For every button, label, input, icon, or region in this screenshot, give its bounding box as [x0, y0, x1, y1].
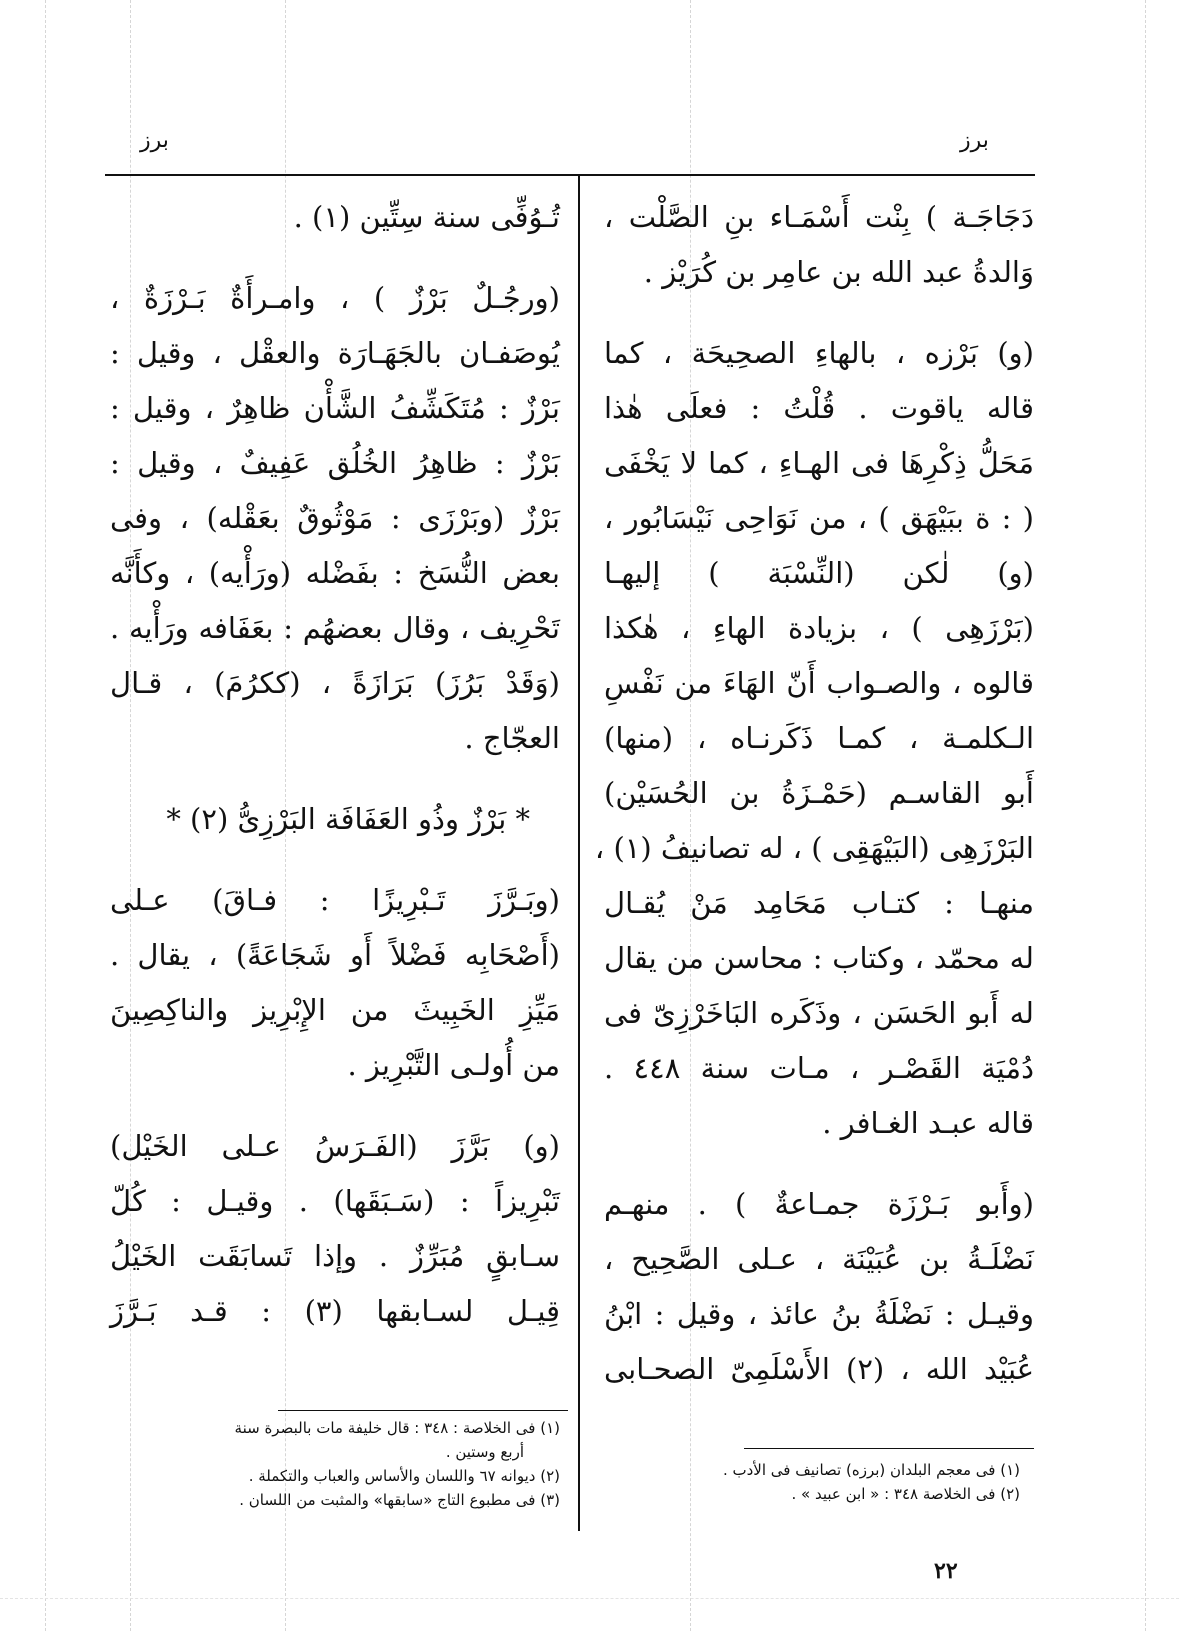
text-line: قاله عبـد الغـافر .	[822, 1106, 1034, 1140]
footnote: (١) فى الخلاصة : ٣٤٨ : قال خليفة مات بالبصرة سنة	[234, 1419, 560, 1437]
text-line: تُـوُفِّى سنة سِتِّين (١) .	[293, 200, 560, 234]
right-column	[594, 190, 1034, 1397]
text-line: بَرْزٌ : ظاهِرُ الخُلُق عَفِيفٌ ، وقيل :	[110, 446, 560, 480]
text-line: بعض النُّسَخ : بفَضْله (ورَأْيه) ، وكأَنَّه	[110, 556, 560, 590]
text-line: (و) بَرَّزَ (الفَـرَسُ عـلى الخَيْل)	[110, 1129, 560, 1163]
text-line: (بَرْزَهِى ) ، بزيادة الهاءِ ، هٰكذا	[604, 611, 1034, 645]
text-line: العجّاج .	[464, 721, 560, 755]
text-line: دَجَاجَـة ) بِنْت أَسْمَـاء بنِ الصَّلْت ،	[604, 200, 1034, 234]
text-line: له أَبو الحَسَن ، وذَكَره البَاخَرْزِىّ فى	[604, 996, 1034, 1030]
running-head-right: برز	[960, 128, 989, 153]
footnote-rule	[744, 1448, 1034, 1449]
text-line: قالوه ، والصـواب أَنّ الهَاءَ من نَفْسِ	[604, 666, 1034, 700]
text-line: (ورجُـلٌ بَرْزٌ ) ، وامـرأَةٌ بَـرْزَةٌ ،	[110, 281, 560, 315]
text-line: (أَصْحَابِه فَضْلاً أَو شَجَاعَةً) ، يقال .	[110, 938, 560, 972]
footnote: (٢) فى الخلاصة ٣٤٨ : « ابن عبيد » .	[791, 1485, 1020, 1503]
text-line: نَضْلَـةُ بن عُبَيْنَة ، عـلى الصَّحِيح ،	[604, 1242, 1034, 1276]
verse-line: * بَرْزٌ وذُو العَفَافَة البَرْزِىُّ (٢) *	[166, 802, 530, 836]
text-line: منهـا : كتـاب مَحَامِد مَنْ يُقـال	[604, 886, 1034, 920]
text-line: (وبَـرَّزَ تَـبْرِيزًا : فـاقَ) عـلى	[110, 883, 560, 917]
text-line: البَرْزَهِى (البَيْهَقِى ) ، له تصانيفُ (١) ،	[594, 831, 1034, 865]
left-footnotes	[110, 1416, 560, 1512]
text-line: عُبَيْد الله ، (٢) الأَسْلَمِىّ الصحـابى	[604, 1352, 1034, 1386]
text-line: له محمّد ، وكتاب : محاسن من يقال	[604, 941, 1034, 975]
text-line: (و) لٰكن (النِّسْبَة ) إليهـا	[604, 556, 1034, 590]
scan-guide-line	[1145, 0, 1146, 1631]
footnote: (٣) فى مطبوع التاج «سابقها» والمثبت من اللسان .	[239, 1491, 560, 1509]
text-line: مَحَلُّ ذِكْرِهَا فى الهـاءِ ، كما لا يَخْفَى	[604, 446, 1034, 480]
running-head-left: برز	[140, 128, 169, 153]
text-line: تَحْرِيف ، وقال بعضهُم : بعَفَافه ورَأْيه .	[110, 611, 560, 645]
right-footnotes	[660, 1458, 1020, 1506]
text-line: من أُولـى التَّبْرِيز .	[347, 1048, 560, 1082]
text-line: (وَقَدْ بَرُزَ) بَرَازَةً ، (ككرُمَ) ، قـال	[110, 666, 560, 700]
page-number: ٢٢	[934, 1558, 958, 1584]
text-line: سـابقٍ مُبَرِّزٌ . وإذا تَسابَقَت الخَيْلُ	[110, 1239, 560, 1273]
text-line: الـكلمـة ، كمـا ذَكَرنـاه ، (منها)	[604, 721, 1034, 755]
scan-guide-line	[0, 1598, 1179, 1599]
text-line: وَالدةُ عبد الله بن عامِر بن كُرَيْز .	[643, 255, 1034, 289]
footnote: (١) فى معجم البلدان (برزه) تصانيف فى الأدب .	[722, 1461, 1020, 1479]
text-line: (وأَبو بَـرْزَة جمـاعةٌ ) . منهـم	[604, 1187, 1034, 1221]
scan-guide-line	[45, 0, 46, 1631]
text-line: وقيـل : نَضْلَةُ بنُ عائذ ، وقيل : ابْنُ	[604, 1297, 1034, 1331]
text-line: بَرْزٌ : مُتَكَشِّفُ الشَّأْن ظاهِرٌ ، وقيل :	[110, 391, 560, 425]
footnote-continuation: أربع وستين .	[445, 1443, 524, 1461]
text-line: قِيـل لسـابقها (٣) : قـد بَـرَّزَ	[110, 1294, 560, 1328]
text-line: دُمْيَة القَصْـر ، مـات سنة ٤٤٨ .	[604, 1051, 1034, 1085]
left-column	[110, 190, 560, 1339]
text-line: بَرْزٌ (وبَرْزَى : مَوْثُوقٌ بعَقْله) ، وفى	[110, 501, 560, 535]
text-line: أَبو القاسـم (حَمْـزَةُ بن الحُسَيْن)	[604, 776, 1034, 810]
text-line: ( : ة ببَيْهَق ) ، من نَوَاحِى نَيْسَابُور ،	[604, 501, 1034, 535]
column-separator	[578, 176, 580, 1531]
footnote: (٢) ديوانه ٦٧ واللسان والأساس والعباب والتكملة .	[248, 1467, 560, 1485]
footnote-rule	[278, 1410, 568, 1411]
header-rule	[105, 174, 1035, 176]
text-line: قاله ياقوت . قُلْتُ : فعلَى هٰذا	[604, 391, 1034, 425]
text-line: مَيِّزِ الخَبِيثَ من الإِبْرِيز والناكِصِينَ	[110, 993, 560, 1027]
text-line: يُوصَفـان بالجَهَـارَة والعقْل ، وقيل :	[110, 336, 560, 370]
text-line: تَبْرِيزاً : (سَـبَقَها) . وقيـل : كُلّ	[110, 1184, 560, 1218]
text-line: (و) بَرْزه ، بالهاءِ الصحِيحَة ، كما	[604, 336, 1034, 370]
